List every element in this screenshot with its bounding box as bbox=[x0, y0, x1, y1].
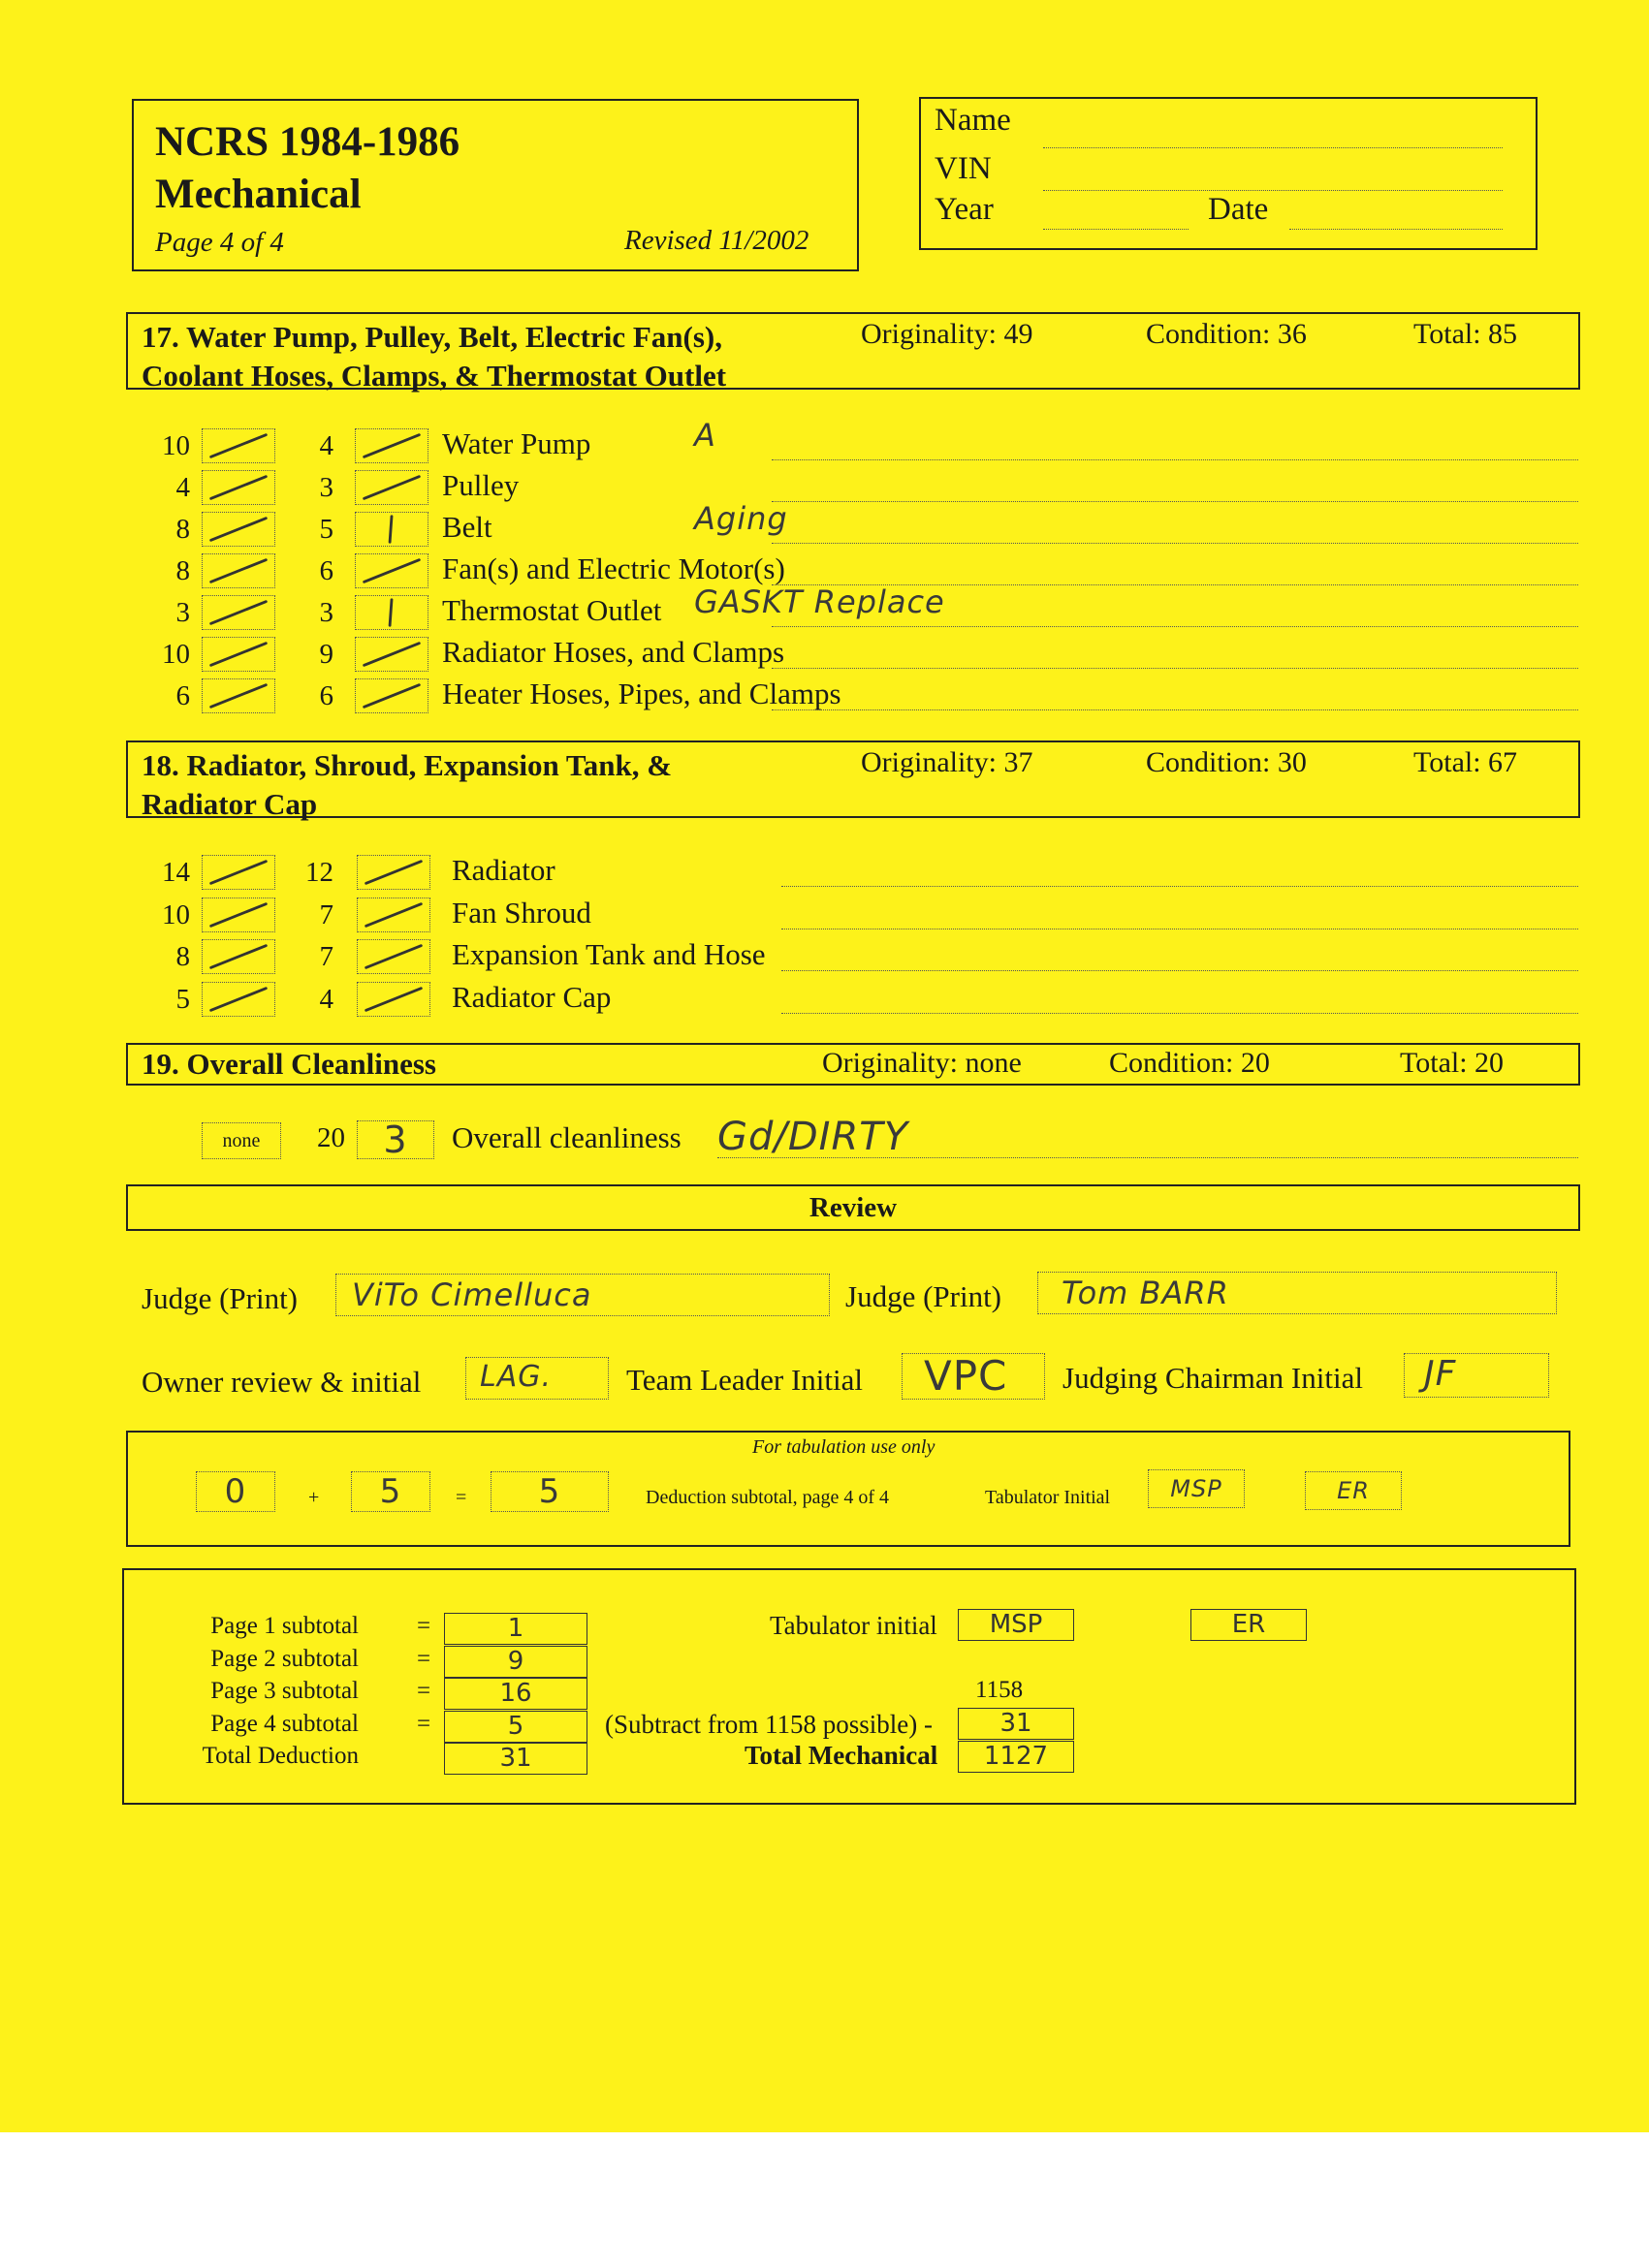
section-19-cond-box[interactable] bbox=[357, 1120, 434, 1159]
section17-cond-checkbox[interactable] bbox=[355, 637, 428, 672]
deduction-label: Deduction subtotal, page 4 of 4 bbox=[646, 1487, 890, 1508]
summary-row-value[interactable]: 16 bbox=[444, 1678, 587, 1710]
check-slash-icon bbox=[203, 429, 274, 462]
check-slash-icon bbox=[203, 940, 274, 973]
judge2-field[interactable] bbox=[1037, 1272, 1557, 1314]
check-tick-icon bbox=[356, 596, 428, 629]
tabulation-box bbox=[126, 1431, 1570, 1547]
review-title: Review bbox=[809, 1192, 898, 1223]
check-slash-icon bbox=[356, 638, 428, 671]
section18-orig-max: 5 bbox=[175, 983, 190, 1015]
section17-orig-checkbox[interactable] bbox=[202, 512, 275, 547]
section18-cond-max: 7 bbox=[319, 898, 333, 930]
section18-orig-max: 14 bbox=[162, 857, 190, 888]
check-slash-icon bbox=[358, 856, 429, 889]
summary-box bbox=[122, 1568, 1576, 1805]
section18-cond-checkbox[interactable] bbox=[357, 855, 430, 890]
tab-b-value: 5 bbox=[379, 1472, 402, 1511]
title-box bbox=[132, 99, 859, 271]
check-slash-icon bbox=[356, 471, 428, 504]
section17-cond-checkbox[interactable] bbox=[355, 512, 428, 547]
section17-cond-checkbox[interactable] bbox=[355, 428, 428, 463]
judge1-value: ViTo Cimelluca bbox=[352, 1276, 592, 1313]
section-19-header bbox=[126, 1043, 1580, 1086]
section17-orig-max: 6 bbox=[175, 680, 190, 711]
section-19-orig-none: none bbox=[222, 1130, 261, 1151]
check-slash-icon bbox=[356, 679, 428, 712]
section18-orig-max: 8 bbox=[175, 941, 190, 972]
section-17-condition: Condition: 36 bbox=[1146, 318, 1307, 350]
summary-row-eq: = bbox=[417, 1645, 431, 1672]
check-slash-icon bbox=[203, 856, 274, 889]
year-field[interactable] bbox=[1043, 229, 1189, 230]
owner-info-box bbox=[919, 97, 1538, 250]
summary-row-eq: = bbox=[417, 1678, 431, 1704]
summary-row-value[interactable]: 1 bbox=[444, 1613, 587, 1645]
section18-cond-max: 12 bbox=[305, 857, 333, 888]
check-slash-icon bbox=[203, 513, 274, 546]
section18-item-label: Radiator Cap bbox=[452, 979, 612, 1014]
tab-equals: = bbox=[456, 1487, 467, 1508]
section18-cond-checkbox[interactable] bbox=[357, 982, 430, 1017]
section-18-title-1: 18. Radiator, Shroud, Expansion Tank, & bbox=[142, 748, 673, 782]
section17-cond-max: 3 bbox=[319, 472, 333, 503]
section18-item-label: Radiator bbox=[452, 853, 555, 887]
tab-initial-box-2[interactable] bbox=[1305, 1471, 1402, 1510]
section18-item-line bbox=[781, 886, 1578, 887]
section17-cond-checkbox[interactable] bbox=[355, 553, 428, 588]
section17-item-label: Radiator Hoses, and Clamps bbox=[442, 635, 785, 669]
date-label: Date bbox=[1208, 192, 1269, 227]
summary-tab-initial-label: Tabulator initial bbox=[770, 1611, 937, 1640]
section18-cond-checkbox[interactable] bbox=[357, 939, 430, 974]
judge1-field[interactable] bbox=[335, 1274, 830, 1316]
check-slash-icon bbox=[358, 898, 429, 931]
section17-orig-max: 8 bbox=[175, 514, 190, 545]
check-slash-icon bbox=[203, 471, 274, 504]
check-slash-icon bbox=[358, 983, 429, 1016]
tab-plus: + bbox=[308, 1487, 320, 1508]
tab-initial-box-1[interactable] bbox=[1148, 1469, 1245, 1508]
check-slash-icon bbox=[203, 679, 274, 712]
tabulation-caption: For tabulation use only bbox=[752, 1436, 935, 1458]
section-17-originality: Originality: 49 bbox=[861, 318, 1033, 350]
section-19-title: 19. Overall Cleanliness bbox=[142, 1047, 436, 1081]
summary-row-label: Page 1 subtotal bbox=[210, 1613, 359, 1639]
summary-possible: 1158 bbox=[975, 1677, 1024, 1703]
section17-cond-max: 5 bbox=[319, 514, 333, 545]
check-slash-icon bbox=[356, 554, 428, 587]
check-slash-icon bbox=[203, 596, 274, 629]
section17-item-note: GASKT Replace bbox=[694, 583, 945, 620]
section-19-cond-max: 20 bbox=[317, 1122, 345, 1153]
section17-orig-max: 10 bbox=[162, 430, 190, 461]
check-slash-icon bbox=[356, 429, 428, 462]
name-field[interactable] bbox=[1043, 147, 1503, 148]
section18-cond-max: 7 bbox=[319, 941, 333, 972]
section18-orig-max: 10 bbox=[162, 898, 190, 930]
summary-row-label: Page 3 subtotal bbox=[210, 1678, 359, 1704]
section18-orig-checkbox[interactable] bbox=[202, 855, 275, 890]
review-header bbox=[126, 1184, 1580, 1231]
judge1-label: Judge (Print) bbox=[142, 1281, 299, 1315]
section18-item-label: Fan Shroud bbox=[452, 895, 591, 929]
team-leader-field[interactable] bbox=[902, 1353, 1045, 1400]
section-18-originality: Originality: 37 bbox=[861, 746, 1033, 778]
form-title: NCRS 1984-1986 bbox=[155, 119, 460, 165]
section17-orig-checkbox[interactable] bbox=[202, 637, 275, 672]
section-17-total: Total: 85 bbox=[1413, 318, 1518, 350]
summary-total-value[interactable]: 1127 bbox=[958, 1741, 1074, 1773]
name-label: Name bbox=[935, 103, 1011, 138]
section17-cond-max: 6 bbox=[319, 680, 333, 711]
section17-item-note: A bbox=[694, 417, 716, 454]
section-17-title-2: Coolant Hoses, Clamps, & Thermostat Outlet bbox=[142, 359, 727, 393]
chairman-value: JF bbox=[1424, 1354, 1457, 1394]
section18-item-label: Expansion Tank and Hose bbox=[452, 937, 766, 971]
section-18-condition: Condition: 30 bbox=[1146, 746, 1307, 778]
summary-row-label: Total Deduction bbox=[202, 1743, 359, 1769]
section-19-note: Gd/DIRTY bbox=[717, 1115, 909, 1159]
judge2-label: Judge (Print) bbox=[845, 1279, 1002, 1313]
tab-initial-2: ER bbox=[1337, 1477, 1370, 1504]
summary-total-label: Total Mechanical bbox=[745, 1741, 938, 1770]
revised-date: Revised 11/2002 bbox=[624, 225, 809, 256]
section-19-cond-mark: 3 bbox=[383, 1118, 408, 1161]
check-tick-icon bbox=[356, 513, 428, 546]
page-number: Page 4 of 4 bbox=[155, 227, 284, 258]
section17-cond-max: 4 bbox=[319, 430, 333, 461]
summary-row-label: Page 2 subtotal bbox=[210, 1645, 359, 1672]
section18-orig-checkbox[interactable] bbox=[202, 982, 275, 1017]
section-19-label: Overall cleanliness bbox=[452, 1120, 682, 1154]
summary-row-value[interactable]: 31 bbox=[444, 1743, 587, 1775]
check-slash-icon bbox=[203, 983, 274, 1016]
summary-subtract-value[interactable]: 31 bbox=[958, 1708, 1074, 1740]
section17-item-line bbox=[772, 543, 1578, 544]
section18-item-line bbox=[781, 970, 1578, 971]
section-19-originality: Originality: none bbox=[822, 1047, 1022, 1079]
section17-cond-max: 6 bbox=[319, 555, 333, 586]
team-leader-label: Team Leader Initial bbox=[626, 1363, 863, 1397]
section-19-total: Total: 20 bbox=[1400, 1047, 1505, 1079]
section-19-orig-box[interactable] bbox=[202, 1122, 281, 1159]
section17-item-label: Pulley bbox=[442, 468, 520, 502]
section17-cond-max: 3 bbox=[319, 597, 333, 628]
section17-item-label: Water Pump bbox=[442, 426, 591, 460]
section18-orig-checkbox[interactable] bbox=[202, 939, 275, 974]
section17-item-note: Aging bbox=[694, 500, 788, 537]
section17-orig-max: 8 bbox=[175, 555, 190, 586]
section-18-title-2: Radiator Cap bbox=[142, 787, 318, 821]
section17-cond-checkbox[interactable] bbox=[355, 678, 428, 713]
summary-row-value[interactable]: 5 bbox=[444, 1711, 587, 1743]
section17-item-line bbox=[772, 626, 1578, 627]
section17-cond-checkbox[interactable] bbox=[355, 470, 428, 505]
tab-b-box[interactable] bbox=[351, 1471, 430, 1512]
chairman-label: Judging Chairman Initial bbox=[1062, 1361, 1363, 1395]
section17-orig-checkbox[interactable] bbox=[202, 428, 275, 463]
team-leader-value: VPC bbox=[924, 1352, 1008, 1400]
section17-orig-checkbox[interactable] bbox=[202, 470, 275, 505]
section17-orig-checkbox[interactable] bbox=[202, 595, 275, 630]
judge2-value: Tom BARR bbox=[1062, 1275, 1229, 1311]
section-17-title-1: 17. Water Pump, Pulley, Belt, Electric Fan(s), bbox=[142, 320, 722, 354]
year-label: Year bbox=[935, 192, 994, 227]
date-field[interactable] bbox=[1289, 229, 1503, 230]
tab-c-value: 5 bbox=[538, 1472, 561, 1511]
chairman-field[interactable] bbox=[1404, 1353, 1549, 1398]
section-19-condition: Condition: 20 bbox=[1109, 1047, 1270, 1079]
summary-tab-initial-1[interactable]: MSP bbox=[958, 1609, 1074, 1641]
section17-item-label: Belt bbox=[442, 510, 492, 544]
section17-item-label: Heater Hoses, Pipes, and Clamps bbox=[442, 677, 841, 710]
summary-row-eq: = bbox=[417, 1613, 431, 1639]
section17-item-line bbox=[772, 668, 1578, 669]
vin-field[interactable] bbox=[1043, 190, 1503, 191]
tab-initial-label: Tabulator Initial bbox=[985, 1487, 1111, 1508]
section18-cond-checkbox[interactable] bbox=[357, 898, 430, 932]
summary-row-value[interactable]: 9 bbox=[444, 1646, 587, 1678]
section17-item-line bbox=[772, 501, 1578, 502]
section17-orig-checkbox[interactable] bbox=[202, 553, 275, 588]
section18-orig-checkbox[interactable] bbox=[202, 898, 275, 932]
form-subtitle: Mechanical bbox=[155, 172, 362, 217]
section18-cond-max: 4 bbox=[319, 983, 333, 1015]
check-slash-icon bbox=[203, 554, 274, 587]
summary-row-eq: = bbox=[417, 1710, 431, 1737]
tab-a-box[interactable] bbox=[196, 1471, 275, 1512]
tab-a-value: 0 bbox=[224, 1472, 247, 1511]
owner-review-field[interactable] bbox=[465, 1357, 609, 1400]
section18-item-line bbox=[781, 1013, 1578, 1014]
summary-subtract-label: (Subtract from 1158 possible) - bbox=[605, 1710, 933, 1739]
section17-orig-max: 10 bbox=[162, 639, 190, 670]
section17-item-label: Thermostat Outlet bbox=[442, 593, 662, 627]
section17-orig-max: 4 bbox=[175, 472, 190, 503]
section17-orig-checkbox[interactable] bbox=[202, 678, 275, 713]
vin-label: VIN bbox=[935, 151, 992, 186]
section17-cond-max: 9 bbox=[319, 639, 333, 670]
section-18-header bbox=[126, 740, 1580, 821]
section17-orig-max: 3 bbox=[175, 597, 190, 628]
section-19-line bbox=[717, 1157, 1578, 1158]
section17-item-line bbox=[772, 709, 1578, 710]
owner-review-value: LAG. bbox=[480, 1360, 553, 1394]
tab-initial-1: MSP bbox=[1170, 1475, 1222, 1502]
check-slash-icon bbox=[358, 940, 429, 973]
summary-row-label: Page 4 subtotal bbox=[210, 1710, 359, 1737]
section17-cond-checkbox[interactable] bbox=[355, 595, 428, 630]
check-slash-icon bbox=[203, 638, 274, 671]
check-slash-icon bbox=[203, 898, 274, 931]
section17-item-label: Fan(s) and Electric Motor(s) bbox=[442, 551, 785, 585]
summary-tab-initial-2[interactable]: ER bbox=[1190, 1609, 1307, 1641]
section-18-total: Total: 67 bbox=[1413, 746, 1518, 778]
section17-item-line bbox=[772, 459, 1578, 460]
section-17-header bbox=[126, 312, 1580, 393]
tab-c-box[interactable] bbox=[491, 1471, 609, 1512]
owner-review-label: Owner review & initial bbox=[142, 1365, 422, 1399]
